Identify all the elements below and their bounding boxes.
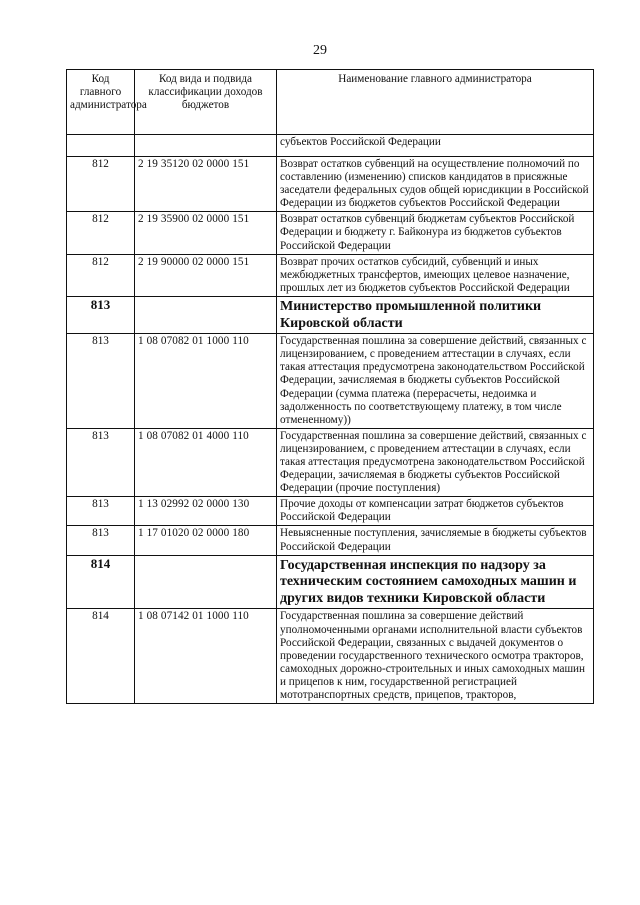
page-number: 29 [313,43,327,58]
admin-name-cell: субъектов Российской Федерации [277,135,594,157]
admin-name-cell: Возврат остатков субвенций на осуществление полномочий по составлению (изменению) списков кандидатов в присяжные заседатели федеральных судов общей юрисдикции в Российской Федерации из бюджетов субъектов Российской Федерации [277,157,594,212]
admin-code-cell: 813 [67,334,135,429]
header-income-code: Код вида и подвида классификации доходов бюджетов [135,70,277,135]
income-code-cell: 2 19 35120 02 0000 151 [135,157,277,212]
income-code-cell: 2 19 90000 02 0000 151 [135,254,277,296]
table-row [67,428,594,496]
admin-code-cell: 814 [67,555,135,609]
admin-name-cell: Возврат прочих остатков субсидий, субвенций и иных межбюджетных трансфертов, имеющих целевое назначение, прошлых лет из бюджетов субъектов Российской Федерации [277,254,594,296]
table-row [67,526,594,555]
table-row [67,157,594,212]
admin-name-cell: Невыясненные поступления, зачисляемые в бюджеты субъектов Российской Федерации [277,526,594,555]
admin-code-cell [67,135,135,157]
admin-code-cell: 813 [67,428,135,496]
income-code-cell: 1 08 07142 01 1000 110 [135,609,277,704]
admin-code-cell: 813 [67,497,135,526]
income-code-cell [135,555,277,609]
admin-name-cell: Государственная пошлина за совершение действий, связанных с лицензированием, с проведением аттестации в случаях, если такая аттестация предусмотрена законодательством Российской Федерации, зачисляемая в бюджеты субъектов Российской Федерации (сумма платежа (перерасчеты, недоимка и задолженность по соответствующему платежу, в том числе отмененному)) [277,334,594,429]
income-code-cell: 1 08 07082 01 1000 110 [135,334,277,429]
table-row [67,609,594,704]
admin-code-cell: 812 [67,254,135,296]
admin-code-cell: 812 [67,157,135,212]
income-code-cell: 1 17 01020 02 0000 180 [135,526,277,555]
admin-name-cell: Государственная пошлина за совершение действий, связанных с лицензированием, с проведением аттестации в случаях, если такая аттестация предусмотрена законодательством Российской Федерации, зачисляемая в бюджеты субъектов Российской Федерации (прочие поступления) [277,428,594,496]
admin-code-cell: 812 [67,212,135,254]
revenue-administrators-table [66,69,594,704]
income-code-cell: 1 08 07082 01 4000 110 [135,428,277,496]
administrator-heading-row [67,296,594,333]
admin-name-cell: Государственная пошлина за совершение действий уполномоченными органами исполнительной власти субъектов Российской Федерации, связанных с выдачей документов о проведении государственного технического осмотра тракторов, самоходных дорожно-строительных и иных самоходных машин и прицепов к ним, государственной регистрацией мототранспортных средств, прицепов, тракторов, [277,609,594,704]
table-header-row [67,70,594,135]
header-admin-code: Код главного администратора [67,70,135,135]
table-row [67,497,594,526]
continuation-row [67,135,594,157]
admin-name-cell: Прочие доходы от компенсации затрат бюджетов субъектов Российской Федерации [277,497,594,526]
income-code-cell: 2 19 35900 02 0000 151 [135,212,277,254]
admin-name-cell: Возврат остатков субвенций бюджетам субъектов Российской Федерации и бюджету г. Байконура из бюджетов субъектов Российской Федерации [277,212,594,254]
admin-code-cell: 813 [67,526,135,555]
income-code-cell [135,135,277,157]
admin-code-cell: 813 [67,296,135,333]
admin-code-cell: 814 [67,609,135,704]
income-code-cell [135,296,277,333]
administrator-title: Государственная инспекция по надзору за техническим состоянием самоходных машин и других видов техники Кировской области [277,555,594,609]
administrator-heading-row [67,555,594,609]
administrator-title: Министерство промышленной политики Кировской области [277,296,594,333]
header-admin-name: Наименование главного администратора [277,70,594,135]
table-row [67,254,594,296]
table-row [67,334,594,429]
income-code-cell: 1 13 02992 02 0000 130 [135,497,277,526]
table-row [67,212,594,254]
